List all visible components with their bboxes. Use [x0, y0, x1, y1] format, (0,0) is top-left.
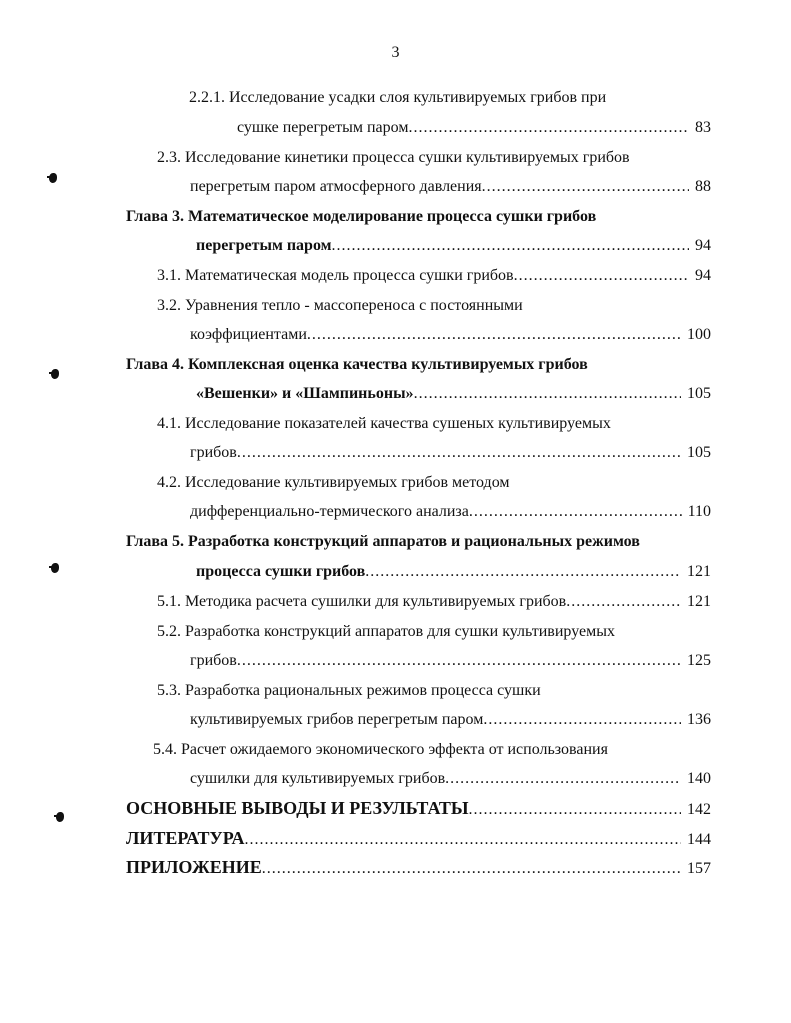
toc-entry-5-2 [190, 651, 711, 671]
toc-entry-2-3-title: 2.3. Исследование кинетики процесса сушки культивируемых грибов [157, 149, 630, 166]
toc-page-number: 110 [687, 503, 711, 520]
toc-page-number: 105 [687, 444, 711, 461]
toc-chapter-3 [196, 236, 711, 256]
toc-entry-4-1 [190, 443, 711, 463]
toc-chapter-5 [196, 562, 711, 582]
toc-conclusions [126, 798, 711, 820]
toc-entry-title: ОСНОВНЫЕ ВЫВОДЫ И РЕЗУЛЬТАТЫ [126, 798, 469, 818]
toc-entry-title-cont: грибов [190, 444, 237, 461]
dot-leader [244, 830, 681, 850]
toc-page-number: 121 [687, 563, 711, 580]
toc-entry-title-cont: дифференциально-термического анализа [190, 503, 469, 520]
toc-entry-title-cont: «Вешенки» и «Шампиньоны» [196, 385, 414, 402]
toc-entry-5-4 [190, 769, 711, 789]
toc-entry-5-2-title: 5.2. Разработка конструкций аппаратов для сушки культивируемых [157, 623, 615, 640]
toc-entry-title: 5.1. Методика расчета сушилки для культивируемых грибов [157, 593, 567, 610]
toc-page-number: 105 [687, 385, 711, 402]
dot-leader [262, 859, 681, 879]
toc-entry-title-cont: перегретым паром [196, 237, 332, 254]
dot-leader [237, 443, 681, 463]
dot-leader [469, 502, 682, 522]
toc-entry-title-cont: процесса сушки грибов [196, 563, 366, 580]
toc-entry-title-cont: культивируемых грибов перегретым паром [190, 711, 484, 728]
toc-entry-4-1-title: 4.1. Исследование показателей качества сушеных культивируемых [157, 415, 611, 432]
toc-entry-3-2 [190, 325, 711, 345]
dot-leader [332, 236, 689, 256]
binding-hole-mark [51, 369, 59, 379]
dot-leader [445, 769, 681, 789]
dot-leader [307, 325, 681, 345]
dot-leader [566, 592, 681, 612]
binding-hole-mark [51, 563, 59, 573]
toc-entry-5-1 [157, 592, 711, 612]
dot-leader [469, 800, 681, 820]
binding-hole-mark [49, 173, 57, 183]
toc-page-number: 140 [687, 770, 711, 787]
toc-chapter-5-title: Глава 5. Разработка конструкций аппаратов и рациональных режимов [126, 533, 640, 550]
toc-chapter-4-title: Глава 4. Комплексная оценка качества культивируемых грибов [126, 356, 588, 373]
toc-entry-title-cont: перегретым паром атмосферного давления [190, 178, 482, 195]
toc-entry-4-2 [190, 502, 711, 522]
toc-page-number: 125 [687, 652, 711, 669]
dot-leader [408, 118, 689, 138]
toc-chapter-4 [196, 384, 711, 404]
toc-entry-2-2-1 [237, 118, 711, 138]
toc-entry-5-4-title: 5.4. Расчет ожидаемого экономического эффекта от использования [153, 741, 608, 758]
dot-leader [483, 710, 681, 730]
toc-page-number: 94 [695, 267, 711, 284]
toc-entry-title-cont: грибов [190, 652, 237, 669]
binding-hole-mark [56, 812, 64, 822]
toc-entry-title-cont: сушке перегретым паром [237, 119, 409, 136]
toc-entry-title: ПРИЛОЖЕНИЕ [126, 857, 262, 877]
toc-entry-5-3-title: 5.3. Разработка рациональных режимов процесса сушки [157, 682, 541, 699]
toc-entry-title-cont: сушилки для культивируемых грибов [190, 770, 446, 787]
dot-leader [237, 651, 681, 671]
toc-entry-3-1 [157, 266, 711, 286]
toc-page-number: 144 [687, 831, 711, 848]
toc-page-number: 157 [687, 860, 711, 877]
toc-page-number: 83 [695, 119, 711, 136]
toc-entry-2-3 [190, 177, 711, 197]
toc-page-number: 121 [687, 593, 711, 610]
page-number: 3 [391, 44, 400, 61]
toc-entry-3-2-title: 3.2. Уравнения тепло - массопереноса с постоянными [157, 297, 523, 314]
dot-leader [482, 177, 689, 197]
dot-leader [365, 562, 681, 582]
toc-entry-title-cont: коэффициентами [190, 326, 307, 343]
toc-chapter-3-title: Глава 3. Математическое моделирование процесса сушки грибов [126, 208, 597, 225]
dot-leader [414, 384, 681, 404]
toc-entry-title: ЛИТЕРАТУРА [126, 828, 245, 848]
toc-entry-2-2-1-title: 2.2.1. Исследование усадки слоя культивируемых грибов при [189, 89, 607, 106]
toc-entry-4-2-title: 4.2. Исследование культивируемых грибов методом [157, 474, 510, 491]
toc-page-number: 142 [687, 801, 711, 818]
dot-leader [514, 266, 689, 286]
toc-page-number: 94 [695, 237, 711, 254]
toc-literature [126, 828, 711, 850]
toc-page-number: 136 [687, 711, 711, 728]
toc-page-number: 88 [695, 178, 711, 195]
toc-appendix [126, 857, 711, 879]
toc-entry-title: 3.1. Математическая модель процесса сушки грибов [157, 267, 514, 284]
toc-entry-5-3 [190, 710, 711, 730]
toc-page-number: 100 [687, 326, 711, 343]
